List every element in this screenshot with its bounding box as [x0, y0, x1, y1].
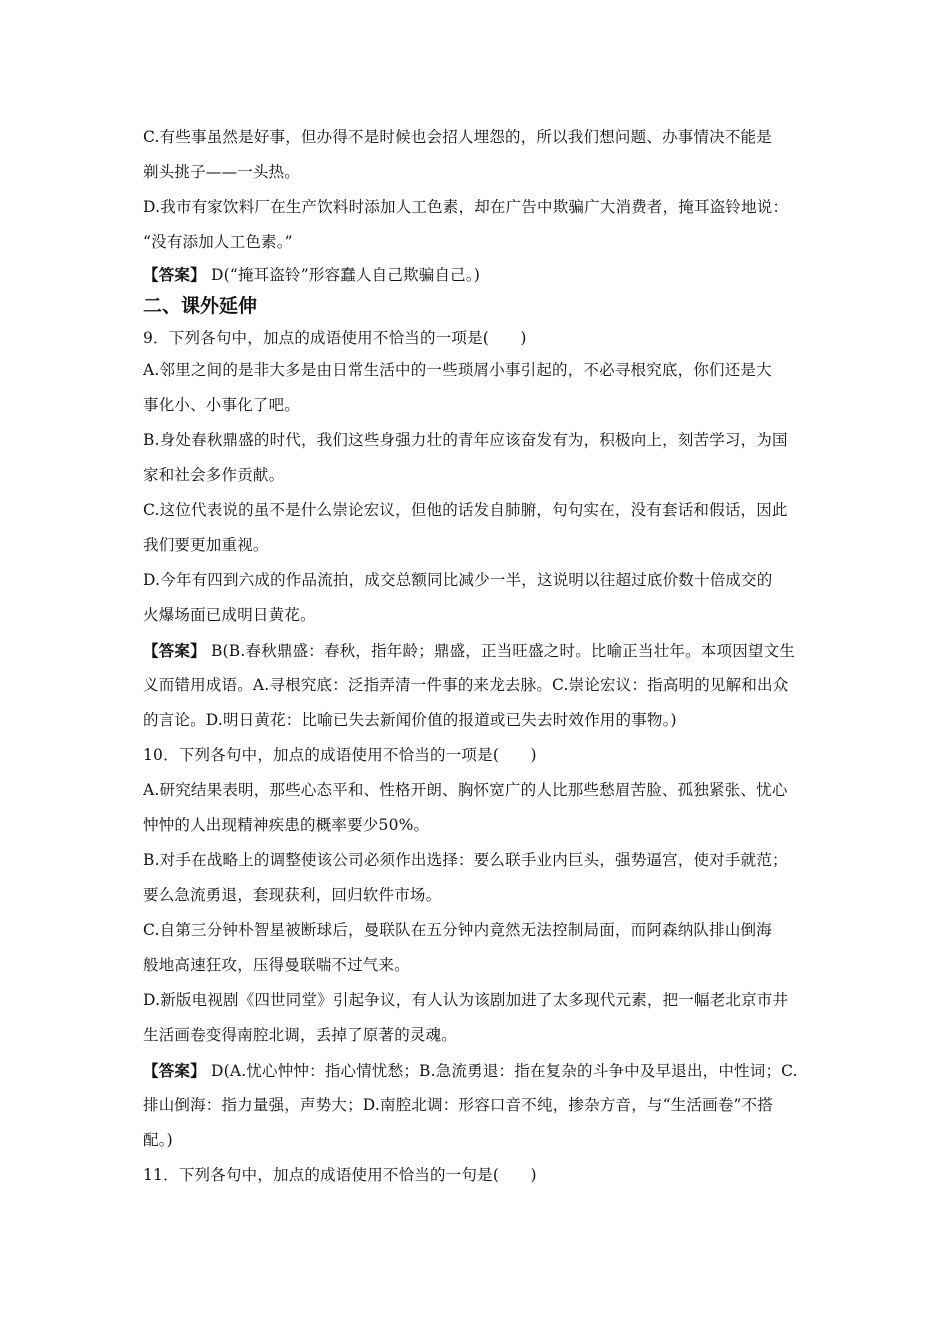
q9-option-a-line-1: A.邻里之间的是非大多是由日常生活中的一些琐屑小事引起的，不必寻根究底，你们还是大 [143, 361, 772, 379]
answer-tag: 【答案】 [143, 265, 206, 284]
q9-answer-line-3: 的言论。D.明日黄花：比喻已失去新闻价值的报道或已失去时效作用的事物。) [143, 711, 677, 729]
q11-stem: 11．下列各句中，加点的成语使用不恰当的一句是( ) [143, 1166, 537, 1184]
answer-line [143, 260, 815, 290]
option-d-line-2: “没有添加人工色素。” [143, 233, 293, 251]
q10-option-d-line-2: 生活画卷变得南腔北调，丢掉了原著的灵魂。 [143, 1026, 458, 1044]
q9-option-d-line-2: 火爆场面已成明日黄花。 [143, 606, 316, 624]
q10-answer-line-3: 配。) [143, 1131, 173, 1149]
page-content [143, 120, 815, 1193]
q9-option-c-line-2: 我们要更加重视。 [143, 536, 269, 554]
q9-stem: 9．下列各句中，加点的成语使用不恰当的一项是( ) [143, 329, 527, 347]
q10-option-c-line-2: 般地高速狂攻，压得曼联喘不过气来。 [143, 956, 410, 974]
answer-text: D(“掩耳盗铃”形容蠢人自己欺骗自己。) [205, 266, 481, 284]
q9-answer-line-1 [143, 633, 815, 668]
q9-answer-text: B(B.春秋鼎盛：春秋，指年龄；鼎盛，正当旺盛之时。比喻正当壮年。本项因望文生 [205, 642, 795, 660]
q9-answer-tag: 【答案】 [143, 641, 206, 660]
q10-option-b-line-1: B.对手在战略上的调整使该公司必须作出选择：要么联手业内巨头，强势逼宫，使对手就范； [143, 851, 788, 869]
q9-answer-line-2: 义而错用成语。A.寻根究底：泛指弄清一件事的来龙去脉。C.崇论宏议：指高明的见解和出众 [143, 676, 789, 694]
q9-option-b-line-1: B.身处春秋鼎盛的时代，我们这些身强力壮的青年应该奋发有为，积极向上，刻苦学习，为国 [143, 431, 788, 449]
q10-option-b-line-2: 要么急流勇退，套现获利，回归软件市场。 [143, 886, 442, 904]
section-heading: 二、课外延伸 [143, 295, 258, 317]
q10-option-a-line-1: A.研究结果表明，那些心态平和、性格开朗、胸怀宽广的人比那些愁眉苦脸、孤独紧张、忧心 [143, 781, 788, 799]
q9-option-d-line-1: D.今年有四到六成的作品流拍，成交总额同比减少一半，这说明以往超过底价数十倍成交的 [143, 571, 773, 589]
q9-option-b-line-2: 家和社会多作贡献。 [143, 466, 285, 484]
q9-option-a-line-2: 事化小、小事化了吧。 [143, 396, 301, 414]
q10-answer-line-1 [143, 1053, 815, 1088]
q9-option-c-line-1: C.这位代表说的虽不是什么崇论宏议，但他的话发自肺腑，句句实在，没有套话和假话，因此 [143, 501, 788, 519]
option-c-line-1: C.有些事虽然是好事，但办得不是时候也会招人埋怨的，所以我们想问题、办事情决不能是 [143, 128, 772, 146]
option-d-line-1: D.我市有家饮料厂在生产饮料时添加人工色素，却在广告中欺骗广大消费者，掩耳盗铃地说： [143, 198, 789, 216]
option-c-line-2: 剃头挑子——一头热。 [143, 163, 301, 181]
q10-option-c-line-1: C.自第三分钟朴智星被断球后，曼联队在五分钟内竟然无法控制局面，而阿森纳队排山倒海 [143, 921, 772, 939]
q10-answer-text: D(A.忧心忡忡：指心情忧愁；B.急流勇退：指在复杂的斗争中及早退出，中性词；C. [205, 1062, 798, 1080]
q10-option-d-line-1: D.新版电视剧《四世同堂》引起争议，有人认为该剧加进了太多现代元素，把一幅老北京市井 [143, 991, 789, 1009]
q10-answer-tag: 【答案】 [143, 1061, 206, 1080]
q10-answer-line-2: 排山倒海：指力量强，声势大；D.南腔北调：形容口音不纯，掺杂方音，与“生活画卷”不搭 [143, 1096, 774, 1114]
q10-stem: 10．下列各句中，加点的成语使用不恰当的一项是( ) [143, 746, 537, 764]
q10-option-a-line-2: 忡忡的人出现精神疾患的概率要少50%。 [143, 816, 430, 834]
